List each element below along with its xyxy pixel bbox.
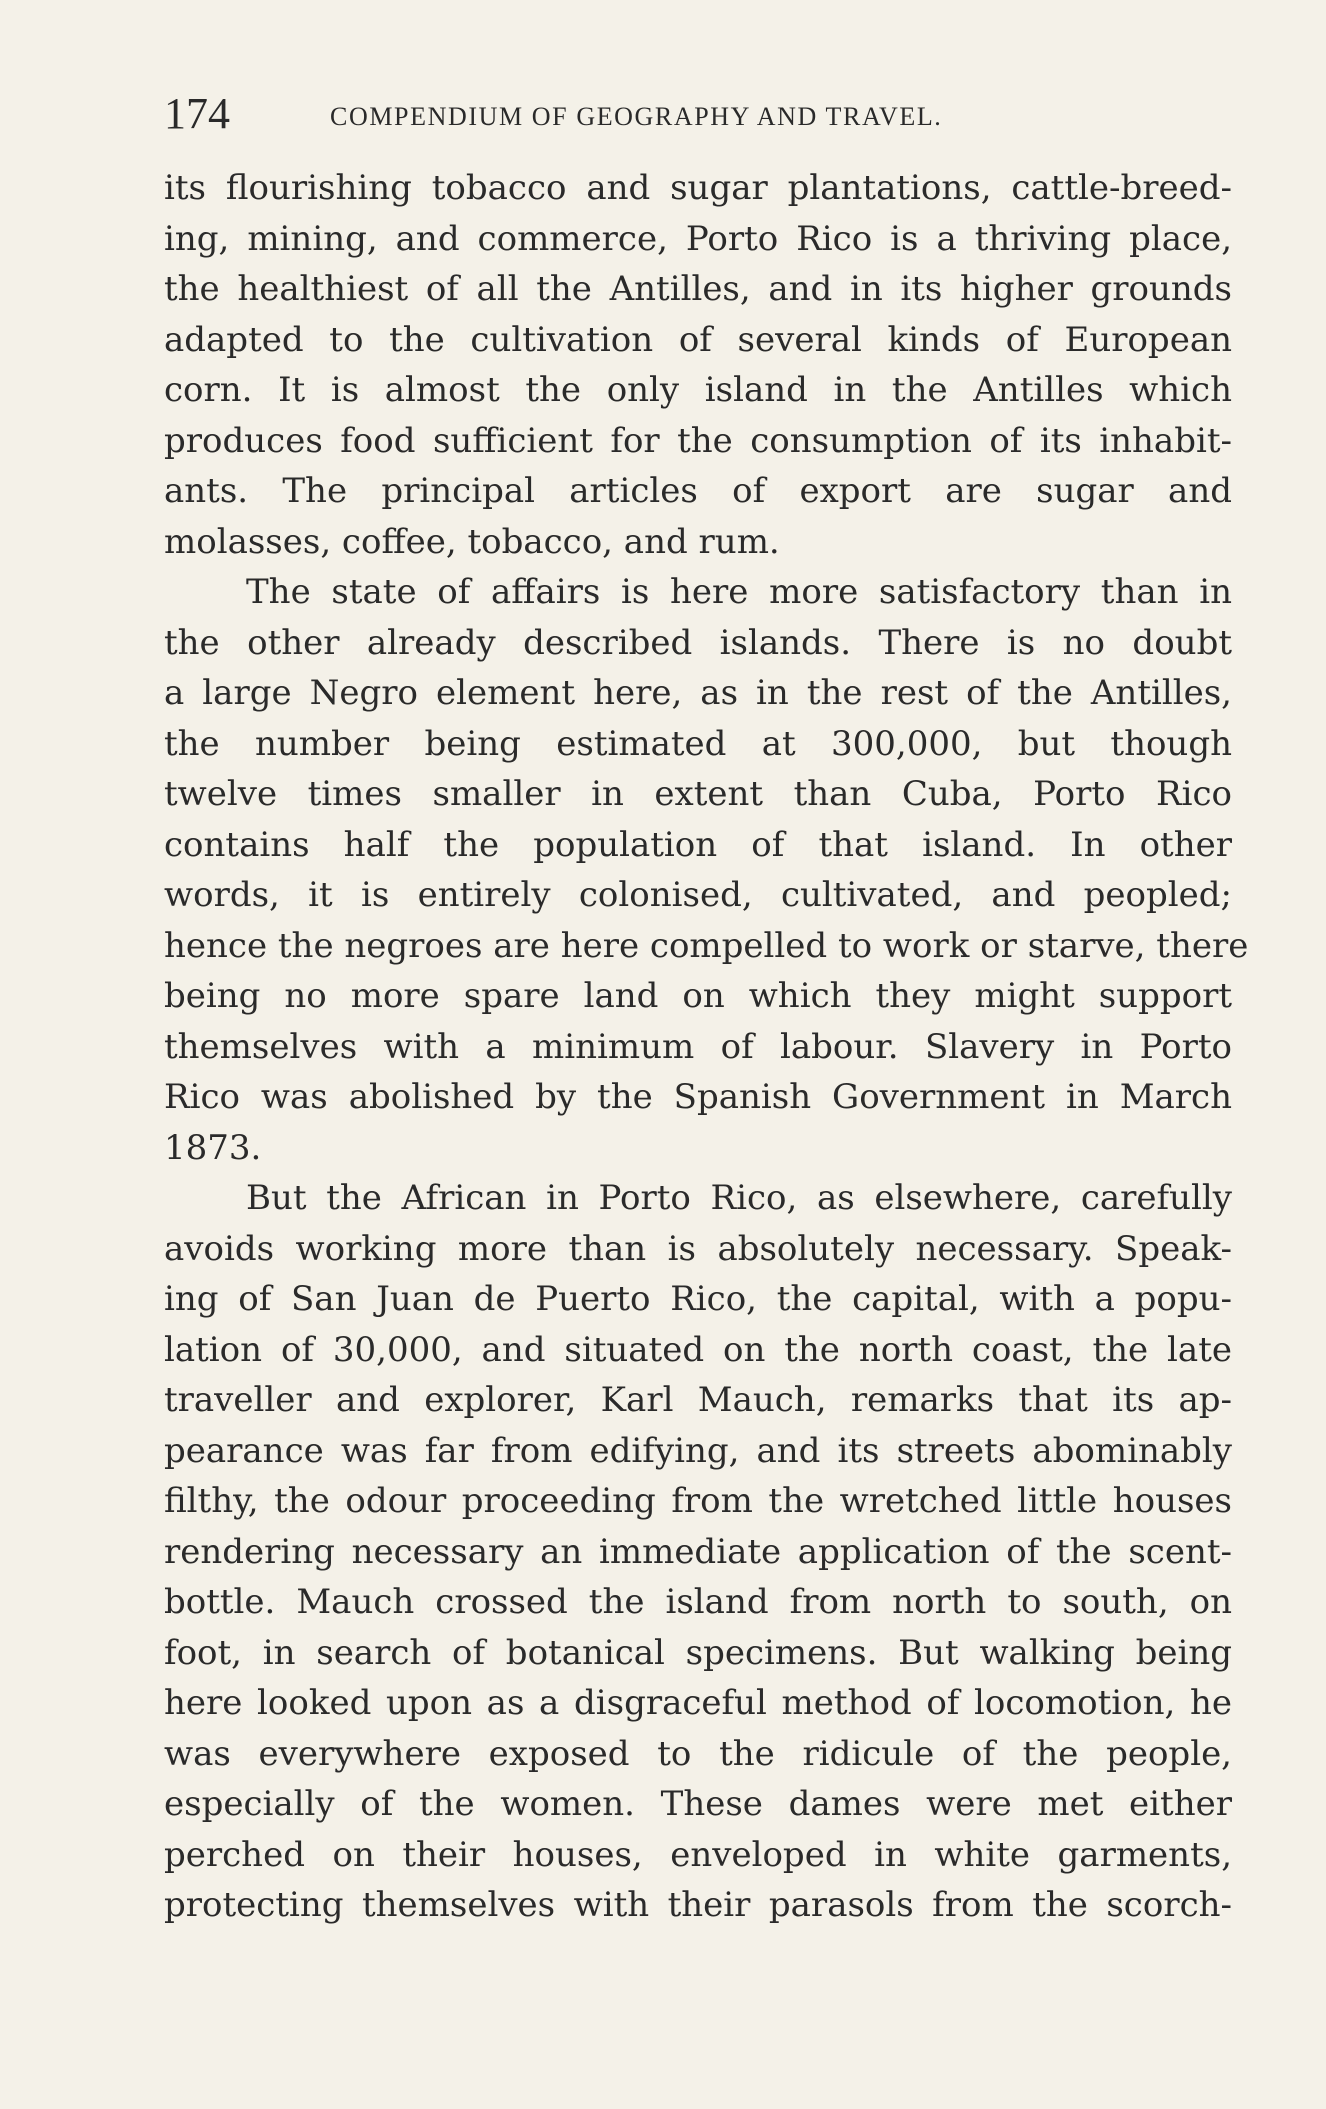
text-line: But the African in Porto Rico, as elsewhere, carefully bbox=[246, 1178, 1232, 1218]
text-line: a large Negro element here, as in the rest of the Antilles, bbox=[164, 673, 1232, 713]
text-line: perched on their houses, enveloped in white garments, bbox=[164, 1834, 1232, 1875]
text-line: adapted to the cultivation of several kinds of European bbox=[164, 319, 1232, 360]
text-line: avoids working more than is absolutely necessary. Speak- bbox=[164, 1228, 1232, 1269]
text-line: protecting themselves with their parasols from the scorch- bbox=[164, 1885, 1232, 1925]
text-line: ing of San Juan de Puerto Rico, the capital, with a popu- bbox=[164, 1279, 1232, 1319]
text-line: being no more spare land on which they might support bbox=[164, 976, 1232, 1016]
text-line: corn. It is almost the only island in the Antilles which bbox=[164, 370, 1232, 410]
text-line: themselves with a minimum of labour. Slavery in Porto bbox=[164, 1026, 1232, 1067]
text-line: the other already described islands. There is no doubt bbox=[164, 622, 1232, 663]
body-text bbox=[164, 163, 1249, 1931]
paragraph bbox=[164, 163, 1232, 567]
text-line: filthy, the odour proceeding from the wretched little houses bbox=[164, 1481, 1232, 1521]
text-line: ing, mining, and commerce, Porto Rico is a thriving place, bbox=[164, 218, 1232, 259]
text-line: The state of affairs is here more satisfactory than in bbox=[246, 572, 1232, 612]
text-line: here looked upon as a disgraceful method of locomotion, he bbox=[164, 1683, 1232, 1723]
text-line: 1873. bbox=[164, 1127, 262, 1168]
running-title: COMPENDIUM OF GEOGRAPHY AND TRAVEL. bbox=[330, 102, 943, 131]
text-line: rendering necessary an immediate application of the scent- bbox=[164, 1531, 1232, 1572]
text-line: lation of 30,000, and situated on the north coast, the late bbox=[164, 1329, 1232, 1370]
paragraph bbox=[164, 1173, 1232, 1931]
text-line: the number being estimated at 300,000, but though bbox=[164, 723, 1232, 764]
text-line: bottle. Mauch crossed the island from north to south, on bbox=[164, 1582, 1232, 1622]
text-line: contains half the population of that island. In other bbox=[164, 824, 1232, 865]
text-line: traveller and explorer, Karl Mauch, remarks that its ap- bbox=[164, 1380, 1232, 1420]
text-line: molasses, coffee, tobacco, and rum. bbox=[164, 521, 780, 562]
text-line: pearance was far from edifying, and its streets abominably bbox=[164, 1430, 1232, 1471]
text-line: ants. The principal articles of export are sugar and bbox=[164, 471, 1232, 511]
page-number: 174 bbox=[164, 89, 230, 138]
text-line: especially of the women. These dames were met either bbox=[164, 1784, 1232, 1824]
text-line: foot, in search of botanical specimens. But walking being bbox=[164, 1632, 1232, 1673]
text-line: Rico was abolished by the Spanish Government in March bbox=[164, 1077, 1232, 1117]
text-line: the healthiest of all the Antilles, and in its higher grounds bbox=[164, 269, 1232, 309]
running-head bbox=[164, 84, 1232, 144]
text-line: its flourishing tobacco and sugar plantations, cattle-breed- bbox=[164, 168, 1232, 208]
text-line: produces food sufficient for the consumption of its inhabit- bbox=[164, 420, 1232, 461]
text-line: was everywhere exposed to the ridicule of the people, bbox=[164, 1733, 1232, 1774]
text-line: hence the negroes are here compelled to work or starve, there bbox=[164, 925, 1249, 966]
text-line: words, it is entirely colonised, cultivated, and peopled; bbox=[164, 875, 1232, 915]
paragraph bbox=[164, 567, 1249, 1173]
text-line: twelve times smaller in extent than Cuba, Porto Rico bbox=[164, 774, 1232, 814]
